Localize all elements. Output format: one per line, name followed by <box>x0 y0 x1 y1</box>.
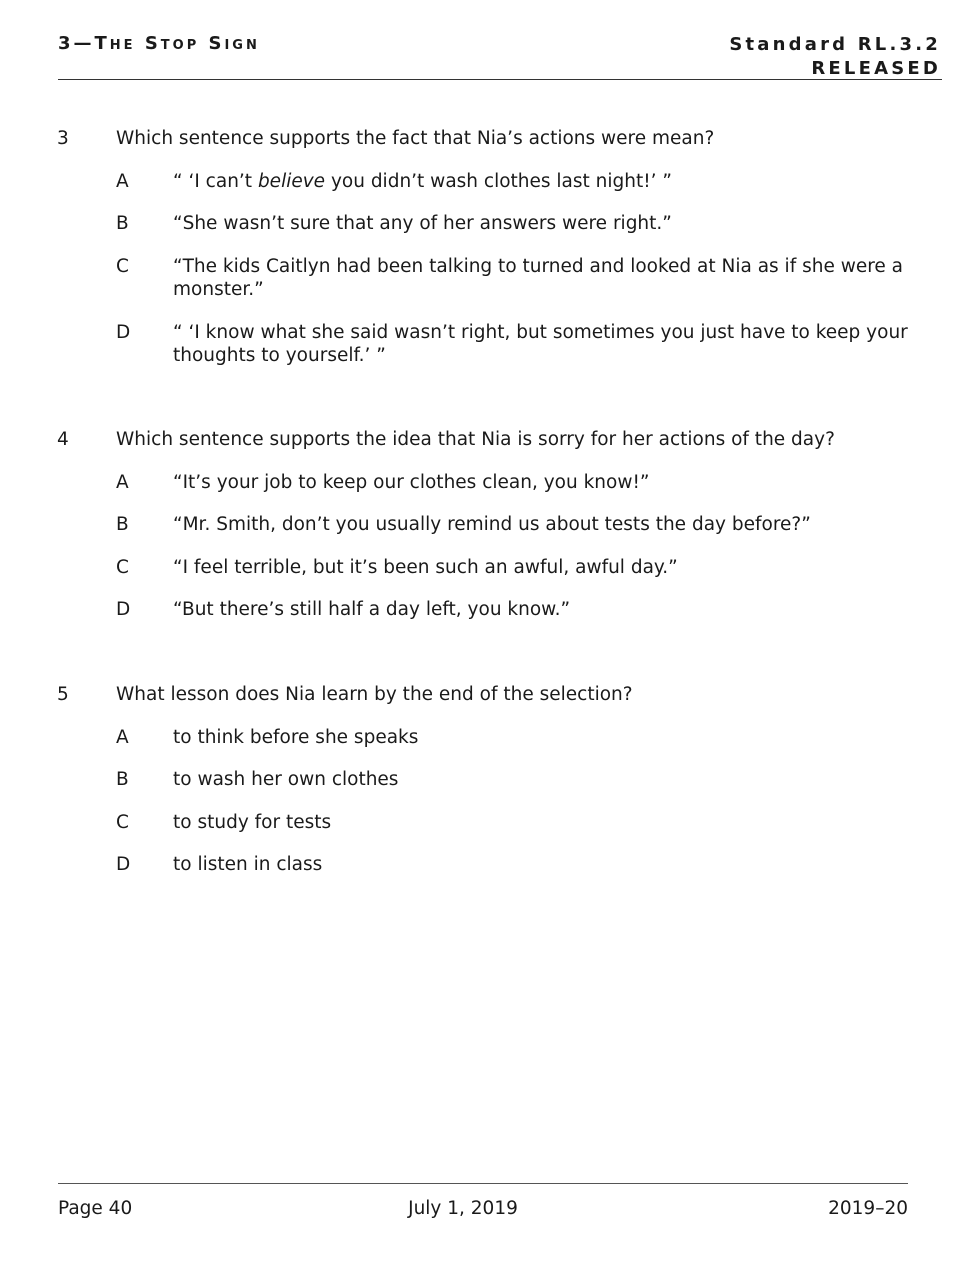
header-status: RELEASED <box>811 58 941 79</box>
choice-text: to think before she speaks <box>173 727 419 748</box>
choice-text: “I feel terrible, but it’s been such an awful, awful day.” <box>173 557 678 578</box>
question-number: 3 <box>57 128 69 149</box>
footer-divider <box>58 1183 908 1184</box>
choice-text: “Mr. Smith, don’t you usually remind us about tests the day before?” <box>173 514 811 535</box>
choice-letter: D <box>116 322 131 343</box>
question-number: 4 <box>57 429 69 450</box>
footer-date: July 1, 2019 <box>408 1198 518 1219</box>
choice-text: to listen in class <box>173 854 323 875</box>
choice-text: to study for tests <box>173 812 332 833</box>
choice-letter: C <box>116 557 129 578</box>
question-text: Which sentence supports the idea that Nia is sorry for her actions of the day? <box>116 429 835 450</box>
footer-page-number: Page 40 <box>58 1198 133 1219</box>
choice-text: “It’s your job to keep our clothes clean, you know!” <box>173 472 650 493</box>
question-text: What lesson does Nia learn by the end of the selection? <box>116 684 633 705</box>
choice-letter: B <box>116 213 129 234</box>
choice-text: “But there’s still half a day left, you know.” <box>173 599 571 620</box>
question-text: Which sentence supports the fact that Nia’s actions were mean? <box>116 128 715 149</box>
choice-letter: A <box>116 727 129 748</box>
choice-text: “ ‘I can’t believe you didn’t wash clothes last night!’ ” <box>173 171 673 192</box>
question-number: 5 <box>57 684 69 705</box>
choice-letter: D <box>116 854 131 875</box>
header-standard: Standard RL.3.2 <box>729 34 941 55</box>
choice-letter: B <box>116 514 129 535</box>
header-standard-block <box>729 33 941 81</box>
choice-letter: A <box>116 472 129 493</box>
header-title: 3—The Stop Sign <box>58 33 260 54</box>
choice-text: “The kids Caitlyn had been talking to turned and looked at Nia as if she were a monster.” <box>173 256 904 300</box>
choice-letter: C <box>116 256 129 277</box>
choice-text: “She wasn’t sure that any of her answers were right.” <box>173 213 672 234</box>
choice-text: “ ‘I know what she said wasn’t right, but sometimes you just have to keep your thoughts to yourself.’ ” <box>173 322 908 366</box>
footer-school-year: 2019–20 <box>828 1198 908 1219</box>
choice-letter: B <box>116 769 129 790</box>
choice-letter: D <box>116 599 131 620</box>
choice-letter: A <box>116 171 129 192</box>
header-divider <box>58 79 942 80</box>
choice-text: to wash her own clothes <box>173 769 399 790</box>
choice-letter: C <box>116 812 129 833</box>
